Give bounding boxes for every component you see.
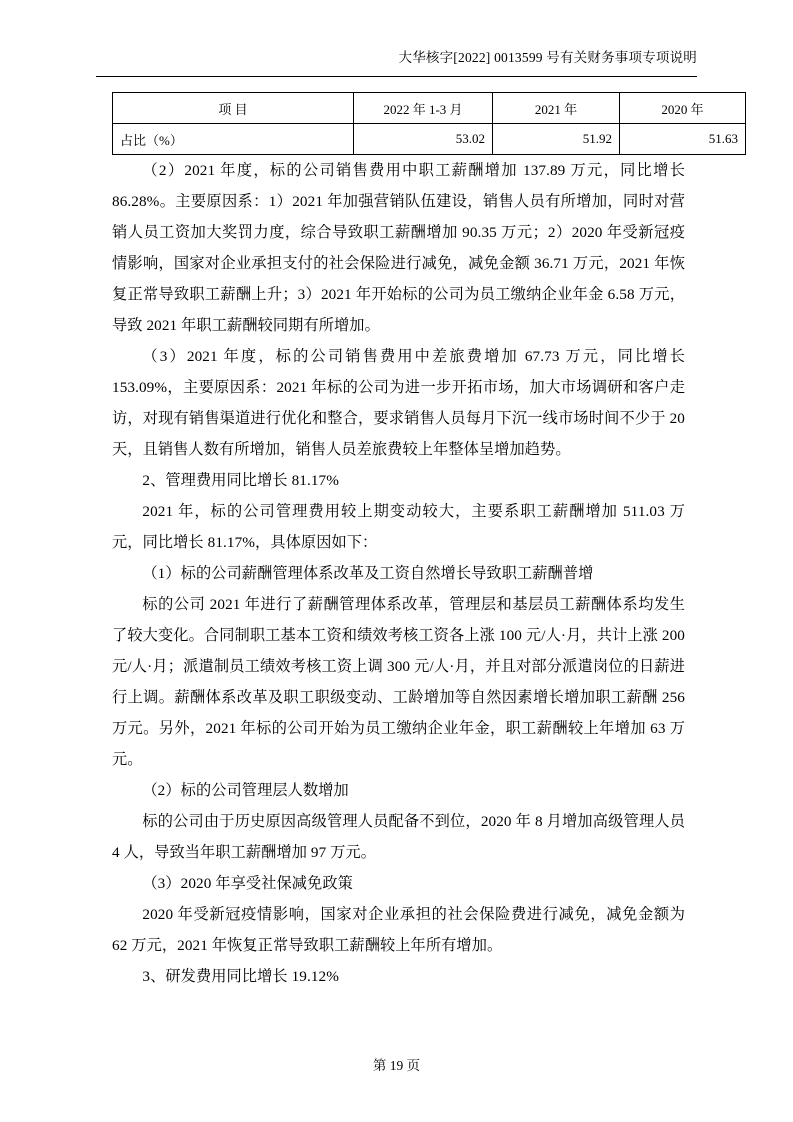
financial-table [112, 92, 746, 155]
subsection-heading-management-headcount: （2）标的公司管理层人数增加 [142, 782, 349, 799]
page-header: 大华核字[2022] 0013599 号有关财务事项专项说明 [398, 50, 697, 65]
paragraph: 标的公司由于历史原因高级管理人员配备不到位，2020 年 8 月增加高级管理人员 4 人，导致当年职工薪酬增加 97 万元。 [112, 813, 685, 861]
table-header-cell-2022q1: 2022 年 1-3 月 [354, 93, 493, 124]
table-header-cell-item: 项 目 [113, 93, 354, 124]
paragraph: 标的公司 2021 年进行了薪酬管理体系改革，管理层和基层员工薪酬体系均发生了较大变化。合同制职工基本工资和绩效考核工资各上涨 100 元/人·月，共计上涨 200 元/人·月；派遣制员工绩效考核工资上调 300 元/人·月，并且对部分派遣岗位的日薪进行上调。薪酬体系改革及职工职级变动、工龄增加等自然因素增长增加职工薪酬 256 万元。另外，2021 年标的公司开始为员工缴纳企业年金，职工薪酬较上年增加 63 万元。 [112, 596, 685, 768]
paragraph: （2）2021 年度，标的公司销售费用中职工薪酬增加 137.89 万元，同比增长 86.28%。主要原因系：1）2021 年加强营销队伍建设，销售人员有所增加，同时对营销人员工资加大奖罚力度，综合导致职工薪酬增加 90.35 万元；2）2020 年受新冠疫情影响，国家对企业承担支付的社会保险进行减免，减免金额 36.71 万元，2021 年恢复正常导致职工薪酬上升；3）2021 年开始标的公司为员工缴纳企业年金 6.58 万元，导致 2021 年职工薪酬较同期有所增加。 [112, 162, 685, 334]
table-header-cell-2020: 2020 年 [620, 93, 746, 124]
table-row [113, 124, 746, 155]
page-content [112, 92, 738, 992]
table-header-cell-2021: 2021 年 [493, 93, 620, 124]
table-header-row [113, 93, 746, 124]
table-cell-label: 占比（%） [113, 124, 354, 155]
table-cell-value-2020: 51.63 [620, 124, 746, 155]
table-cell-value-2022q1: 53.02 [354, 124, 493, 155]
section-heading-rd-expense: 3、研发费用同比增长 19.12% [142, 968, 339, 985]
section-heading-management-expense: 2、管理费用同比增长 81.17% [142, 472, 339, 489]
header-divider [96, 76, 697, 77]
paragraph: 2021 年，标的公司管理费用较上期变动较大，主要系职工薪酬增加 511.03 万元，同比增长 81.17%，具体原因如下： [112, 503, 685, 551]
subsection-heading-salary-reform: （1）标的公司薪酬管理体系改革及工资自然增长导致职工薪酬普增 [142, 565, 594, 582]
paragraph: （3）2021 年度，标的公司销售费用中差旅费增加 67.73 万元，同比增长 153.09%，主要原因系：2021 年标的公司为进一步开拓市场，加大市场调研和客户走访，对现有销售渠道进行优化和整合，要求销售人员每月下沉一线市场时间不少于 20 天，且销售人数有所增加，销售人员差旅费较上年整体呈增加趋势。 [112, 348, 685, 458]
table-cell-value-2021: 51.92 [493, 124, 620, 155]
paragraph: 2020 年受新冠疫情影响，国家对企业承担的社会保险费进行减免，减免金额为 62 万元，2021 年恢复正常导致职工薪酬较上年所有增加。 [112, 906, 685, 954]
page-number: 第 19 页 [372, 1058, 421, 1073]
subsection-heading-social-insurance-relief: （3）2020 年享受社保减免政策 [142, 875, 353, 892]
